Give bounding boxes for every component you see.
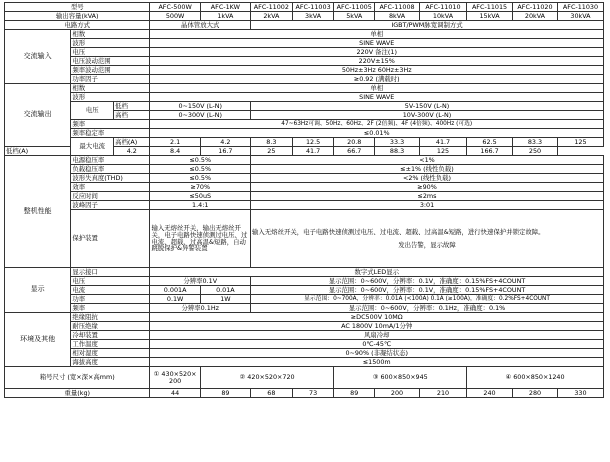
display-current-row: [5, 286, 604, 295]
model-cell: AFC-1KW: [200, 3, 250, 12]
env-value: ≥DC500V 10MΩ: [150, 313, 604, 322]
power-b: 显示范围：0~700A，分辨率：0.01A (<100A) 0.1A (≥100A)，准确度：0.2%FS+4COUNT: [251, 295, 604, 304]
current-cell: 8.4: [150, 147, 200, 156]
performance-b: ≤±1% (线性负载): [251, 165, 604, 174]
env-label: 绝缘阻抗: [71, 313, 150, 322]
performance-a: 1.4:1: [150, 201, 251, 210]
current-cell: 4.2: [200, 138, 250, 147]
performance-b: ≥90%: [251, 183, 604, 192]
dimensions-label: 箱号尺寸 (宽×深×高mm): [5, 367, 150, 389]
ac-output-low-row: [5, 102, 604, 111]
method-b: IGBT/PWM脉宽调制方式: [251, 21, 604, 30]
power-a2: 1W: [200, 295, 250, 304]
current-cell: 66.7: [334, 147, 375, 156]
ac-input-label: 电压: [71, 48, 150, 57]
high-label: 高档: [114, 111, 150, 120]
stability-label: 频率稳定率: [71, 129, 150, 138]
performance-row: [5, 165, 604, 174]
weight-cell: 89: [334, 389, 375, 398]
weight-cell: 210: [419, 389, 466, 398]
high-a: 0~300V (L-N): [150, 111, 251, 120]
current-cell: 4.2: [114, 147, 150, 156]
env-value: 0℃-45℃: [150, 340, 604, 349]
high-current-label: 高档(A): [114, 138, 150, 147]
current-label: 最大电流: [71, 138, 114, 156]
model-cell: AFC-11015: [467, 3, 513, 12]
env-label: 海拔高度: [71, 358, 150, 367]
freq-b: 显示范围：0~600V，分辨率：0.1Hz，准确度：0.1%: [251, 304, 604, 313]
dimension-2: ② 420×520×720: [200, 367, 334, 389]
ac-output-group: 交流输出: [5, 84, 71, 147]
model-cell: AFC-500W: [150, 3, 200, 12]
current-cell: 125: [419, 147, 466, 156]
ac-input-label: 功率因子: [71, 75, 150, 84]
current-cell: 88.3: [375, 147, 420, 156]
protect-a: 输入无熔丝开关，输出无熔丝开关，电子电路快速侦测过电压、过电流、超载、过高温&短路，自动跳脱保护&异警装置: [150, 210, 251, 268]
phase-value: 单相: [150, 84, 604, 93]
env-value: ≤1500m: [150, 358, 604, 367]
spec-table: [4, 2, 604, 398]
dimensions-row: [5, 367, 604, 389]
protect-b-line2: 发出告警，显示故障: [398, 240, 456, 249]
current-cell: 41.7: [292, 147, 334, 156]
weight-cell: 89: [200, 389, 250, 398]
env-label: 耐压绝缘: [71, 322, 150, 331]
interface-label: 显示接口: [71, 268, 150, 277]
performance-group: 整机性能: [5, 156, 71, 268]
weight-cell: 73: [292, 389, 334, 398]
ac-input-row: [5, 75, 604, 84]
low-label: 低档: [114, 102, 150, 111]
ac-input-row: [5, 48, 604, 57]
capacity-cell: 30kVA: [557, 12, 603, 21]
protect-b-line1: 输入无熔丝开关，电子电路快速侦测过电压、过电流、超载、过高温&短路，进行快速保护并锁定故障。: [252, 227, 545, 236]
protect-b: [251, 210, 604, 268]
env-value: 风扇冷却: [150, 331, 604, 340]
low-current-label: 低档(A): [5, 147, 71, 156]
voltage-b: 显示范围：0~600V，分辨率：0.1V，准确度：0.15%FS+4COUNT: [251, 277, 604, 286]
interface-value: 数字式LED显示: [150, 268, 604, 277]
env-row: [5, 313, 604, 322]
ac-input-label: 电压波动范围: [71, 57, 150, 66]
current-cell: 41.7: [419, 138, 466, 147]
weight-cell: 44: [150, 389, 200, 398]
ac-input-value: 单相: [150, 30, 604, 39]
ac-input-value: 220V±15%: [150, 57, 604, 66]
protect-label: 保护装置: [71, 210, 150, 268]
weight-cell: 240: [467, 389, 513, 398]
performance-label: 波形失真度(THD): [71, 174, 150, 183]
model-row: [5, 3, 604, 12]
ac-input-value: SINE WAVE: [150, 39, 604, 48]
current-cell: 166.7: [467, 147, 513, 156]
ac-input-label: 频率波动范围: [71, 66, 150, 75]
ac-input-value: 220V 备注(1): [150, 48, 604, 57]
weight-cell: 200: [375, 389, 420, 398]
performance-row: [5, 156, 604, 165]
ac-input-label: 相数: [71, 30, 150, 39]
freq-value: 47~63Hz可调、50Hz、60Hz、2F (2倍频)、4F (4倍频)、400Hz (可选): [150, 120, 604, 129]
power-label: 功率: [71, 295, 150, 304]
capacity-cell: 500W: [150, 12, 200, 21]
env-value: AC 1800V 10mA/1分钟: [150, 322, 604, 331]
performance-a: ≤50uS: [150, 192, 251, 201]
current-cell: 2.1: [150, 138, 200, 147]
ac-output-wave-row: [5, 93, 604, 102]
freq-label: 频率: [71, 304, 150, 313]
environment-group: 环境及其他: [5, 313, 71, 367]
display-power-row: [5, 295, 604, 304]
capacity-cell: 3kVA: [292, 12, 334, 21]
high-b: 10V-300V (L-N): [251, 111, 604, 120]
env-row: [5, 340, 604, 349]
ac-input-value: ≥0.92 (满载时): [150, 75, 604, 84]
method-a: 晶体管放大式: [150, 21, 251, 30]
env-value: 0~90% (非凝结状态): [150, 349, 604, 358]
model-cell: AFC-11010: [419, 3, 466, 12]
current-cell: 8.3: [251, 138, 293, 147]
dimension-3: ③ 600×850×945: [334, 367, 467, 389]
current-a2: 0.01A: [200, 286, 250, 295]
current-cell: 20.8: [334, 138, 375, 147]
current-label: 电流: [71, 286, 150, 295]
model-cell: AFC-11005: [334, 3, 375, 12]
capacity-cell: 5kVA: [334, 12, 375, 21]
current-cell: 250: [513, 147, 558, 156]
model-cell: AFC-11030: [557, 3, 603, 12]
voltage-a: 分辨率0.1V: [150, 277, 251, 286]
capacity-cell: 20kVA: [513, 12, 558, 21]
env-row: [5, 322, 604, 331]
performance-a: ≤0.5%: [150, 156, 251, 165]
model-cell: AFC-11020: [513, 3, 558, 12]
dimension-4: ④ 600×850×1240: [467, 367, 604, 389]
performance-b: <1%: [251, 156, 604, 165]
voltage-label: 电压: [71, 277, 150, 286]
model-cell: AFC-11008: [375, 3, 420, 12]
ac-input-row: [5, 39, 604, 48]
env-label: 工作温度: [71, 340, 150, 349]
weight-cell: 280: [513, 389, 558, 398]
env-row: [5, 331, 604, 340]
wave-label: 波形: [71, 93, 150, 102]
performance-label: 波峰因子: [71, 201, 150, 210]
protect-row: [5, 210, 604, 268]
ac-input-value: 50Hz±3Hz 60Hz±3Hz: [150, 66, 604, 75]
performance-row: [5, 183, 604, 192]
method-row: [5, 21, 604, 30]
env-label: 相对湿度: [71, 349, 150, 358]
performance-a: ≤0.5%: [150, 174, 251, 183]
low-b: 5V-150V (L-N): [251, 102, 604, 111]
current-cell: 62.5: [467, 138, 513, 147]
weight-cell: 68: [251, 389, 293, 398]
ac-input-row: [5, 30, 604, 39]
capacity-cell: 2kVA: [251, 12, 293, 21]
env-row: [5, 358, 604, 367]
display-group: 显示: [5, 268, 71, 313]
performance-label: 反应时间: [71, 192, 150, 201]
display-interface-row: [5, 268, 604, 277]
performance-row: [5, 174, 604, 183]
performance-a: ≤0.5%: [150, 165, 251, 174]
current-cell: 25: [251, 147, 293, 156]
ac-output-stability-row: [5, 129, 604, 138]
model-cell: AFC-11002: [251, 3, 293, 12]
capacity-cell: 15kVA: [467, 12, 513, 21]
current-a1: 0.001A: [150, 286, 200, 295]
capacity-label: 输出容量(kVA): [5, 12, 150, 21]
performance-label: 负载稳压率: [71, 165, 150, 174]
ac-input-row: [5, 57, 604, 66]
freq-a: 分辨率0.1Hz: [150, 304, 251, 313]
low-a: 0~150V (L-N): [150, 102, 251, 111]
phase-label: 相数: [71, 84, 150, 93]
current-cell: 33.3: [375, 138, 420, 147]
dimension-1: ① 430×520× 200: [150, 367, 200, 389]
current-cell: 16.7: [200, 147, 250, 156]
weight-cell: 330: [557, 389, 603, 398]
ac-output-phase-row: [5, 84, 604, 93]
performance-a: ≥70%: [150, 183, 251, 192]
capacity-row: [5, 12, 604, 21]
display-freq-row: [5, 304, 604, 313]
stability-value: ≤0.01%: [150, 129, 604, 138]
current-b: 显示范围：0~600V，分辨率：0.1V，准确度：0.15%FS+4COUNT: [251, 286, 604, 295]
performance-label: 电源稳压率: [71, 156, 150, 165]
capacity-cell: 10kVA: [419, 12, 466, 21]
wave-value: SINE WAVE: [150, 93, 604, 102]
current-cell: 125: [557, 138, 603, 147]
high-current-row: [5, 138, 604, 147]
weight-row: [5, 389, 604, 398]
display-voltage-row: [5, 277, 604, 286]
performance-row: [5, 192, 604, 201]
model-cell: AFC-11003: [292, 3, 334, 12]
voltage-label: 电压: [71, 102, 114, 120]
weight-label: 重量(kg): [5, 389, 150, 398]
ac-output-freq-row: [5, 120, 604, 129]
ac-input-group: 交流输入: [5, 30, 71, 84]
current-cell: 12.5: [292, 138, 334, 147]
performance-label: 效率: [71, 183, 150, 192]
performance-row: [5, 201, 604, 210]
ac-input-label: 波形: [71, 39, 150, 48]
capacity-cell: 1kVA: [200, 12, 250, 21]
freq-label: 频率: [71, 120, 150, 129]
power-a1: 0.1W: [150, 295, 200, 304]
env-row: [5, 349, 604, 358]
ac-input-row: [5, 66, 604, 75]
model-label: 型号: [5, 3, 150, 12]
performance-b: 3:01: [251, 201, 604, 210]
method-label: 电路方式: [5, 21, 150, 30]
performance-b: <2% (线性负载): [251, 174, 604, 183]
current-cell: 83.3: [513, 138, 558, 147]
capacity-cell: 8kVA: [375, 12, 420, 21]
env-label: 冷却装置: [71, 331, 150, 340]
performance-b: ≤2ms: [251, 192, 604, 201]
